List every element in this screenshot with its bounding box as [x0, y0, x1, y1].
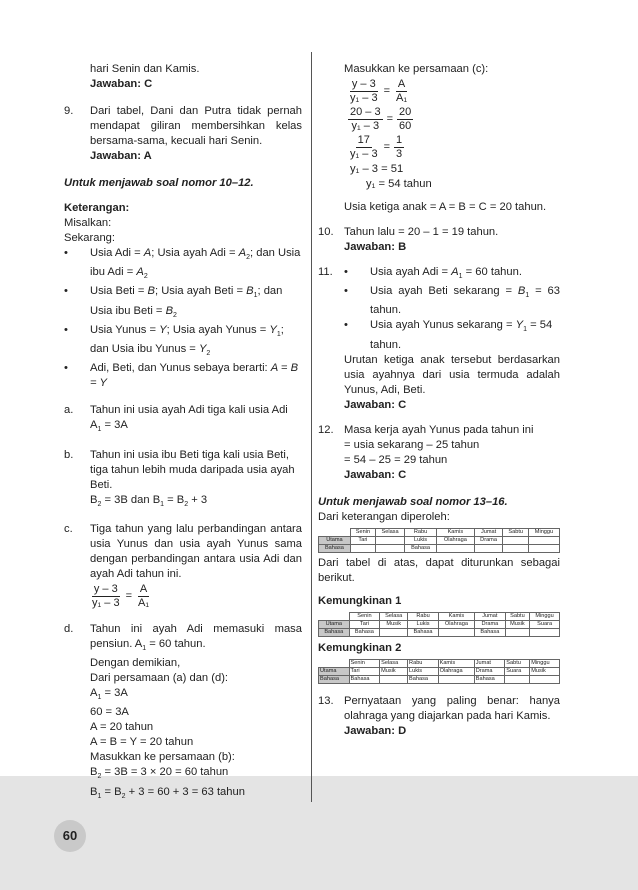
- question-13: 13. Pernyataan yang paling benar: hanya olahraga yang diajarkan pada hari Kamis. Jawaban: D: [318, 694, 560, 737]
- kemungkinan-2-heading: Kemungkinan 2: [318, 641, 402, 654]
- schedule-table-kemungkinan-1: Senin Selasa Rabu Kamis Jumat Sabtu Minggu Utama Tari Musik Lukis Olahraga Drama Musik Suara Bahasa Bahasa Bahasa Bahasa: [318, 612, 560, 637]
- section-heading: Untuk menjawab soal nomor 10–12.: [64, 177, 254, 189]
- keterangan-heading: Keterangan:: [64, 202, 130, 214]
- answer: Jawaban: B: [344, 241, 407, 253]
- continuation: hari Senin dan Kamis. Jawaban: C: [64, 62, 302, 92]
- bullet-beti: • Usia Beti = B; Usia ayah Beti = $B_1$; dan Usia ibu Beti = $B_2$: [64, 285, 283, 319]
- item-d: d. Tahun ini ayah Adi memasuki masa pensiun. $A_1 = 60$ tahun. Dengan demikian, Dari persamaan (a) dan (d): $A_1 = 3A$ 60 = 3A A = 20 tahun A = B = Y = 20 tahun Masukkan ke persamaan (b): $B_2 = 3B = 3 \times 20 = 60$ tahun $B_1 = B_2 + 3 = 60 + 3 = 63$ tahun: [64, 622, 302, 800]
- bullet-adi: • Usia Adi = A; Usia ayah Adi = $A_2$; dan Usia ibu Adi = $A_2$: [64, 247, 301, 281]
- section-heading-13-16: Untuk menjawab soal nomor 13–16.: [318, 495, 508, 508]
- left-column: hari Senin dan Kamis. Jawaban: C 9. Dari tabel, Dani dan Putra tidak pernah mendapat giliran membersihkan kelas bersama-sama, kecuali hari Senin. Jawaban: A Untuk menjawab soal nomor 10–12. Keterangan: Misalkan: Sekarang: • Usia Adi = A; Usia ayah Adi = $A_2$; dan Usia ibu Adi = $A_2$ • Usia Beti = B; Usia ayah Beti = $B_1$; dan Usia ibu Beti = $B_2$ • Usia Yunus = Y; Usia ayah Yunus = $Y_1$; dan Usia ibu Yunus = $Y_2$ • Adi, Beti, dan Yunus sebaya berarti: A = B = Y a. Tahun ini usia ayah Adi tiga kali usia Adi $A_1 = 3A$ b. Tahun ini usia ibu Beti tiga kali usia Beti, tiga tahun lebih muda daripada usia ayah Beti. $B_2 = 3B$ dan $B_1 = B_2 + 3$ c. Tiga tahun yang lalu perbandingan antara usia Yunus dan usia ayah Yunus sama dengan perbandingan antara usia Adi dan ayah Adi tahun ini. $\frac{y - 3}{\text{y₁ – 3}}$ = $\frac{A}{\text{A₁}}$ d. Tahun ini ayah Adi memasuki masa pensiun. $A_1 = 60$ tahun. Dengan demikian, Dari persamaan (a) dan (d): $A_1 = 3A$ 60 = 3A A = 20 tahun A = B = Y = 20 tahun Masukkan ke persamaan (b): $B_2 = 3B = 3 \times 20 = 60$ tahun $B_1 = B_2 + 3 = 60 + 3 = 63$ tahun: [64, 62, 302, 804]
- schedule-table-initial: Senin Selasa Rabu Kamis Jumat Sabtu Minggu Utama Tari Lukis Olahraga Drama Bahasa Bahasa: [318, 528, 560, 553]
- column-divider: [311, 52, 312, 802]
- question-10: 10. Tahun lalu = 20 – 1 = 19 tahun. Jawaban: B: [318, 225, 560, 255]
- intro-equation: Masukkan ke persamaan (c):: [344, 63, 489, 75]
- item-c: c. Tiga tahun yang lalu perbandingan antara usia Yunus dan usia ayah Yunus sama dengan perbandingan antara usia Adi dan ayah Adi tahun ini. $\frac{y - 3}{\text{y₁ – 3}}$ = $\frac{A}{\text{A₁}}$: [64, 522, 302, 609]
- equation-steps: $\frac{y - 3}{\text{y₁ – 3}}$ = $\frac{A}{\text{A₁}}$ $\frac{20 - 3}{\text{y₁ – 3}}$ = $\frac{20}{60}$ $\frac{17}{\text{y₁ – 3}}$ = $\frac{1}{3}$ y₁ – 3 = 51 y₁ = 54 tahun: [350, 78, 432, 190]
- item-a: a. Tahun ini usia ayah Adi tiga kali usia Adi $A_1 = 3A$: [64, 404, 288, 434]
- bullet-yunus: • Usia Yunus = Y; Usia ayah Yunus = $Y_1$; dan Usia ibu Yunus = $Y_2$: [64, 323, 284, 358]
- item-b: b. Tahun ini usia ibu Beti tiga kali usia Beti, tiga tahun lebih muda daripada usia ayah Beti. $B_2 = 3B$ dan $B_1 = B_2 + 3$: [64, 448, 295, 508]
- answer: Jawaban: C: [90, 78, 153, 90]
- ratio-equation: $\frac{y - 3}{\text{y₁ – 3}}$ = $\frac{A}{\text{A₁}}$: [92, 582, 150, 609]
- ages-summary: Usia ketiga anak = A = B = C = 20 tahun.: [344, 201, 547, 213]
- page-number: 60: [54, 820, 86, 852]
- question-12: 12. Masa kerja ayah Yunus pada tahun ini = usia sekarang – 25 tahun = 54 – 25 = 29 tahun Jawaban: C: [318, 423, 560, 483]
- schedule-table-kemungkinan-2: Senin Selasa Rabu Kamis Jumat Sabtu Minggu Utama Tari Musik Lukis Olahraga Drama Suara Musik Bahasa Bahasa Bahasa Bahasa: [318, 659, 560, 684]
- bullet-sebaya: • Adi, Beti, dan Yunus sebaya berarti: A = B = Y: [64, 362, 299, 390]
- answer: Jawaban: D: [344, 724, 407, 737]
- question-11: 11. • Usia ayah Adi = $A_1 = 60$ tahun. • Usia ayah Beti sekarang = $B_1 = 63$ tahun. • Usia ayah Yunus sekarang = $Y_1 = 54$ tahun. Urutan ketiga anak tersebut berdasarkan usia ayahnya dari usia termuda adalah Yunus, Adi, Beti. Jawaban: C: [318, 266, 561, 411]
- answer: Jawaban: C: [344, 398, 407, 411]
- answer: Jawaban: A: [90, 150, 152, 162]
- kemungkinan-1-heading: Kemungkinan 1: [318, 594, 402, 607]
- answer: Jawaban: C: [344, 468, 407, 481]
- question-9: 9. Dari tabel, Dani dan Putra tidak pernah mendapat giliran membersihkan kelas bersama-sama, kecuali hari Senin. Jawaban: A: [64, 105, 302, 162]
- right-column: Masukkan ke persamaan (c): $\frac{y - 3}{\text{y₁ – 3}}$ = $\frac{A}{\text{A₁}}$ $\frac{20 - 3}{\text{y₁ – 3}}$ = $\frac{20}{60}$ $\frac{17}{\text{y₁ – 3}}$ = $\frac{1}{3}$ y₁ – 3 = 51 y₁ = 54 tahun Usia ketiga anak = A = B = C = 20 tahun. 10. Tahun lalu = 20 – 1 = 19 tahun. Jawaban: B 11. • Usia ayah Adi = $A_1 = 60$ tahun. • Usia ayah Beti sekarang = $B_1 = 63$ tahun. • Usia ayah Yunus sekarang = $Y_1 = 54$ tahun. Urutan ketiga anak tersebut berdasarkan usia ayahnya dari usia termuda adalah Yunus, Adi, Beti. Jawaban: C 12. Masa kerja ayah Yunus pada tahun ini = usia sekarang – 25 tahun = 54 – 25 = 29 tahun Jawaban: C Untuk menjawab soal nomor 13–16. Dari keterangan diperoleh: Senin Selasa Rabu Kamis Jumat Sabtu Minggu Utama Tari Lukis Olahraga Drama Bahasa Bahasa Dari tabel di atas, dapat diturunkan sebagai berikut. Kemungkinan 1 Senin Selasa Rabu Kamis Jumat Sabtu Minggu Utama Tari Musik Lukis Olahraga Drama Musik Suara Bahasa Bahasa Bahasa Bahasa Kemungkinan 2 Senin Selasa Rabu Kamis Jumat Sabtu Minggu Utama Tari Musik Lukis Olahraga Drama Suara Musik Bahasa Bahasa Bahasa Bahasa 13. Pernyataan yang paling benar: hanya olahraga yang diajarkan pada hari Kamis. Jawaban: D: [318, 63, 561, 737]
